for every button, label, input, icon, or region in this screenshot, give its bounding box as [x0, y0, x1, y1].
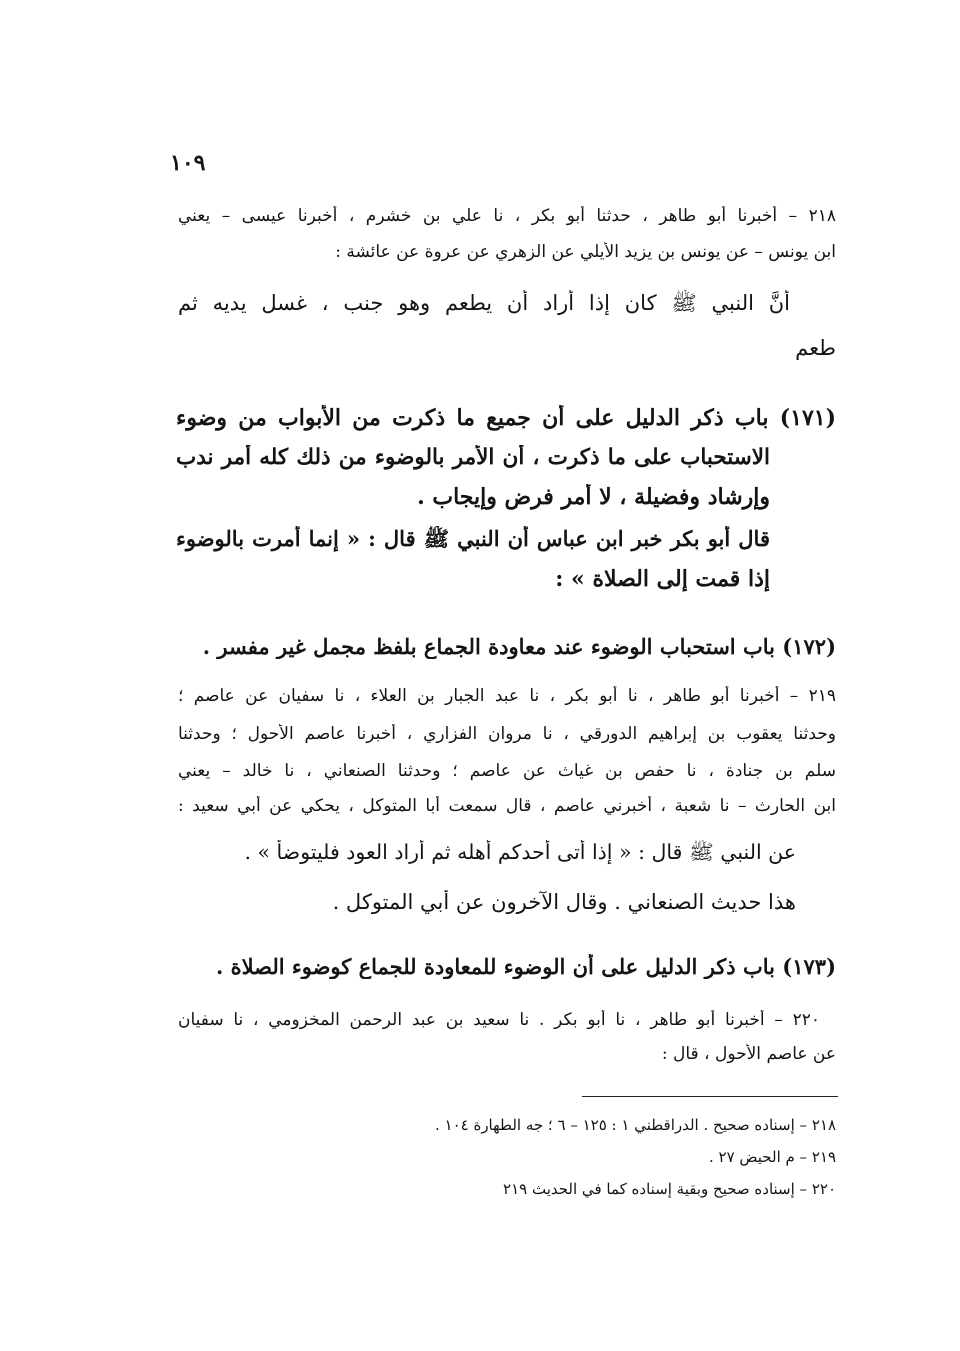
- chapter-171-quote-line-2: إذا قمت إلى الصلاة » :: [555, 566, 770, 592]
- hadith-219-line-4: ابن الحارث – نا شعبة ، أخبرني عاصم ، قال سمعت أبا المتوكل ، يحكي عن أبي سعيد :: [178, 796, 836, 816]
- hadith-218-matn-line-1: أنَّ النبي ﷺ كان إذا أراد أن يطعم وهو جنب ، غسل يديه ثم: [178, 291, 790, 315]
- hadith-220-line-1: ٢٢٠ – أخبرنا أبو طاهر ، نا أبو بكر . نا سعيد بن عبد الرحمن المخزومي ، نا سفيان: [178, 1010, 820, 1030]
- chapter-171-title-line-3: وإرشاد وفضيلة ، لا أمر فرض وإيجاب .: [417, 484, 770, 510]
- hadith-219-line-1: ٢١٩ – أخبرنا أبو طاهر ، نا أبو بكر ، نا عبد الجبار بن العلاء ، نا سفيان عن عاصم ؛: [178, 686, 836, 706]
- chapter-171-title-line-2: الاستحباب على ما ذكرت ، أن الأمر بالوضوء من ذلك كله أمر ندب: [176, 445, 770, 470]
- hadith-219-matn-line-2: هذا حديث الصنعاني . وقال الآخرون عن أبي المتوكل .: [332, 890, 796, 914]
- footnote-220: ٢٢٠ – إسناده صحيح وبقية إسناده كما في الحديث ٢١٩: [503, 1180, 836, 1198]
- chapter-171-title-line-1: (١٧١) باب ذكر الدليل على أن جميع ما ذكرت من الأبواب من وضوء: [176, 405, 836, 431]
- chapter-172-title: (١٧٢) باب استحباب الوضوء عند معاودة الجماع بلفظ مجمل غير مفسر .: [202, 634, 836, 659]
- hadith-218-line-1: ٢١٨ – أخبرنا أبو طاهر ، حدثنا أبو بكر ، نا علي بن خشرم ، أخبرنا عيسى – يعني: [178, 206, 836, 226]
- chapter-173-title: (١٧٣) باب ذكر الدليل على أن الوضوء للمعاودة للجماع كوضوء الصلاة .: [215, 954, 836, 979]
- footnote-separator: [582, 1096, 838, 1097]
- hadith-220-line-2: عن عاصم الأحول ، قال :: [661, 1044, 836, 1064]
- hadith-218-line-2: ابن يونس – عن يونس بن يزيد الأيلي عن الزهري عن عروة عن عائشة :: [335, 242, 836, 262]
- page-number: ١٠٩: [170, 150, 206, 176]
- hadith-219-line-3: سلم بن جنادة ، نا حفص بن غياث عن عاصم ؛ وحدثنا الصنعاني ، نا خالد – يعني: [178, 761, 836, 781]
- hadith-219-line-2: وحدثنا يعقوب بن إبراهيم الدورقي ، نا مروان الفزاري ، أخبرنا عاصم الأحول ؛ وحدثنا: [178, 724, 836, 744]
- hadith-219-matn-line-1: عن النبي ﷺ قال : « إذا أتى أحدكم أهله ثم أراد العود فليتوضأ » .: [244, 840, 796, 864]
- footnote-218: ٢١٨ – إسناده صحيح . الدراقطني ١ : ١٢٥ – ٦ ؛ جه الطهارة ١٠٤ .: [434, 1116, 836, 1134]
- footnote-219: ٢١٩ – م الحيض ٢٧ .: [708, 1148, 836, 1166]
- hadith-218-matn-line-2: طعم: [795, 336, 836, 360]
- chapter-171-quote-line-1: قال أبو بكر خبر ابن عباس أن النبي ﷺ قال : « إنما أمرت بالوضوء: [176, 526, 770, 551]
